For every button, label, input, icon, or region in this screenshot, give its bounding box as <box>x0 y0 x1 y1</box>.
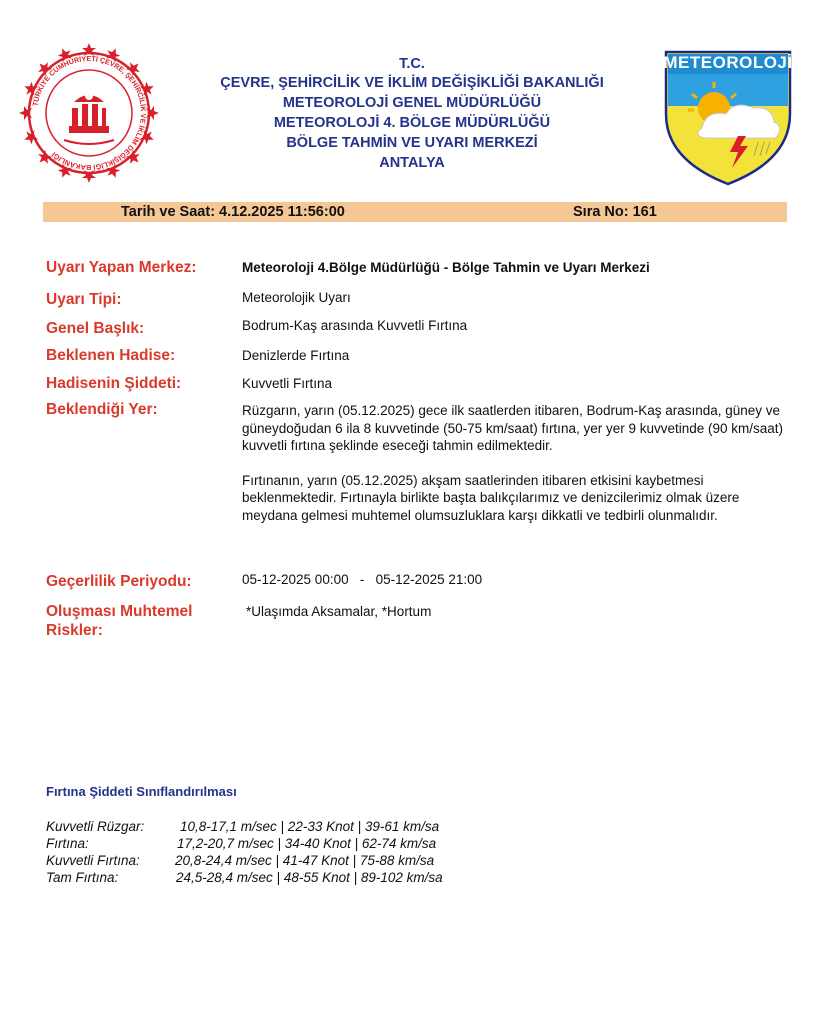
location-description <box>242 402 787 524</box>
header-line-warning-center: BÖLGE TAHMİN VE UYARI MERKEZİ <box>286 135 538 151</box>
meteoroloji-logo <box>662 50 794 186</box>
seal-stars <box>19 43 159 183</box>
classification-name: Tam Fırtına: <box>46 870 119 885</box>
center-value: Meteoroloji 4.Bölge Müdürlüğü - Bölge Tahmin ve Uyarı Merkezi <box>242 260 650 275</box>
ministry-seal-logo <box>14 38 164 188</box>
validity-label: Geçerlilik Periyodu: <box>46 573 192 590</box>
risks-label-line2: Riskler: <box>46 622 103 639</box>
header-line-general-directorate: METEOROLOJİ GENEL MÜDÜRLÜĞÜ <box>282 95 542 111</box>
agency-header <box>180 54 644 173</box>
header-line-tc: T.C. <box>399 56 425 72</box>
header-line-regional-directorate: METEOROLOJİ 4. BÖLGE MÜDÜRLÜĞÜ <box>273 115 551 131</box>
classification-name: Fırtına: <box>46 836 89 851</box>
severity-value: Kuvvetli Fırtına <box>242 376 333 391</box>
classification-value: 10,8-17,1 m/sec | 22-33 Knot | 39-61 km/sa <box>180 819 440 834</box>
classification-row <box>46 818 440 835</box>
classification-value: 24,5-28,4 m/sec | 48-55 Knot | 89-102 km/sa <box>176 870 443 885</box>
center-label: Uyarı Yapan Merkez: <box>46 259 197 276</box>
type-value: Meteorolojik Uyarı <box>242 290 351 305</box>
location-paragraph-1: Rüzgarın, yarın (05.12.2025) gece ilk saatlerden itibaren, Bodrum-Kaş arasında, güney ve güneydoğudan 6 ila 8 kuvvetinde (50-75 km/saat) fırtına, yer yer 9 kuvvetinde (90 km/saat) kuvvetli fırtına şeklinde eseceği tahmin edilmektedir. <box>242 403 784 453</box>
type-label: Uyarı Tipi: <box>46 291 122 308</box>
location-label: Beklendiği Yer: <box>46 401 158 418</box>
severity-label: Hadisenin Şiddeti: <box>46 375 182 392</box>
sequence-number: Sıra No: 161 <box>573 204 657 220</box>
classification-row <box>46 852 435 869</box>
risks-label-line1: Oluşması Muhtemel <box>46 603 193 620</box>
risks-label <box>46 602 192 640</box>
title-value: Bodrum-Kaş arasında Kuvvetli Fırtına <box>242 318 468 333</box>
issue-datetime: Tarih ve Saat: 4.12.2025 11:56:00 <box>121 204 345 220</box>
event-label: Beklenen Hadise: <box>46 347 176 364</box>
event-value: Denizlerde Fırtına <box>242 348 350 363</box>
date-bar <box>43 202 787 222</box>
validity-value: 05-12-2025 00:00 - 05-12-2025 21:00 <box>242 572 483 587</box>
seal-building-emblem <box>64 92 114 144</box>
title-label: Genel Başlık: <box>46 320 145 337</box>
header-line-ministry: ÇEVRE, ŞEHİRCİLİK VE İKLİM DEĞİŞİKLİĞİ BAKANLIĞI <box>220 75 604 91</box>
classification-row <box>46 835 437 852</box>
classification-value: 20,8-24,4 m/sec | 41-47 Knot | 75-88 km/sa <box>175 853 435 868</box>
classification-value: 17,2-20,7 m/sec | 34-40 Knot | 62-74 km/sa <box>177 836 437 851</box>
header-line-city: ANTALYA <box>379 155 445 171</box>
location-paragraph-2: Fırtınanın, yarın (05.12.2025) akşam saatlerinden itibaren etkisini kaybetmesi beklenmektedir. Fırtınayla birlikte başta balıkçılarımız ve denizcilerimiz olmak üzere meydana gelmesi muhtemel olumsuzluklara karşı dikkatli ve tedbirli olunmalıdır. <box>242 472 740 523</box>
meteoroloji-wordmark: METEOROLOJİ <box>663 53 793 72</box>
classification-title: Fırtına Şiddeti Sınıflandırılması <box>46 784 237 799</box>
classification-name: Kuvvetli Rüzgar: <box>46 819 145 834</box>
risks-value: *Ulaşımda Aksamalar, *Hortum <box>246 604 432 619</box>
classification-row <box>46 869 443 886</box>
svg-text:TÜRKİYE CUMHURİYETİ ÇEVRE, ŞEH: TÜRKİYE CUMHURİYETİ ÇEVRE, ŞEHİRCİLİK VE İKLİM DEĞİŞİKLİĞİ BAKANLIĞI <box>30 53 149 173</box>
classification-name: Kuvvetli Fırtına: <box>46 853 140 868</box>
